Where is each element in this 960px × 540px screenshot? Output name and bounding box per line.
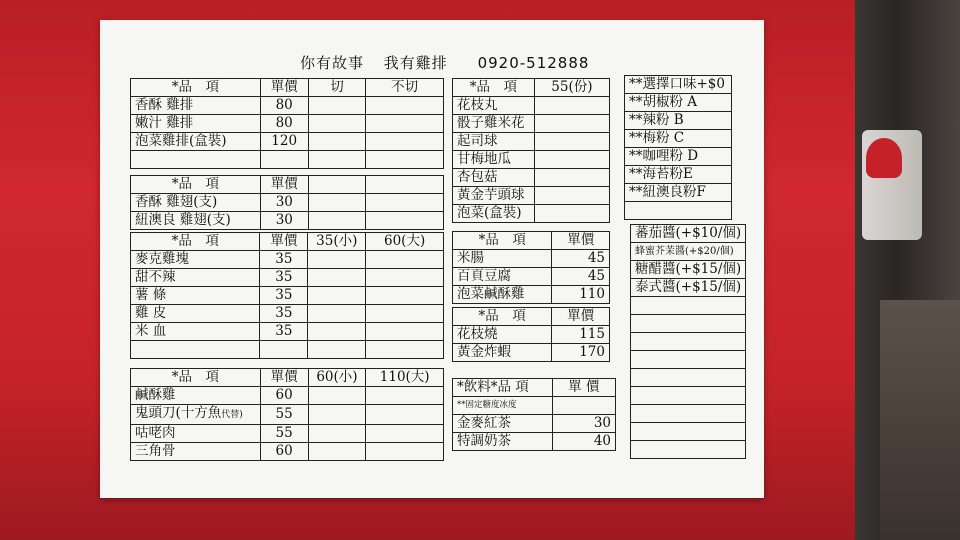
table-row: 甜不辣 35 xyxy=(131,269,444,287)
table-chicken-cutlet xyxy=(130,78,444,169)
table-seafood xyxy=(452,307,610,362)
table-drinks xyxy=(452,378,616,451)
table-row: 花枝丸 xyxy=(453,97,610,115)
table-row: 米腸 45 xyxy=(453,250,610,268)
table-row: 蜂蜜芥茉醬(+$20/個) xyxy=(631,243,746,261)
table-row: 鹹酥雞 60 xyxy=(131,387,444,405)
table-row: **紐澳良粉F xyxy=(625,184,732,202)
header-price: 單價 xyxy=(552,308,610,326)
table-fixed-price xyxy=(452,78,610,223)
table-row: **海苔粉E xyxy=(625,166,732,184)
phone-number: 0920-512888 xyxy=(477,54,590,72)
note-substitute: 代替) xyxy=(221,410,243,420)
header-item: *品 項 xyxy=(131,176,261,194)
header-item: *品 項 xyxy=(453,232,552,250)
header-uncut: 不切 xyxy=(366,79,444,97)
header-item: *品 項 xyxy=(453,79,535,97)
header-cut: 切 xyxy=(308,79,366,97)
header-small: 35(小) xyxy=(308,233,366,251)
menu-title xyxy=(300,52,603,73)
table-seasoning xyxy=(624,75,732,220)
table-sauces xyxy=(630,224,746,459)
table-row: 鬼頭刀(十方魚代替) 55 xyxy=(131,405,444,425)
slogan-1: 你有故事 xyxy=(300,54,365,72)
header-portion: 55(份) xyxy=(534,79,609,97)
header-price: 單價 xyxy=(260,79,308,97)
table-row: 紐澳良 雞翅(支) 30 xyxy=(131,212,444,230)
table-row: 特調奶茶 40 xyxy=(453,433,616,451)
header-seasoning: **選擇口味+$0 xyxy=(625,76,732,94)
table-row: 黃金芋頭球 xyxy=(453,187,610,205)
header-item: *品 項 xyxy=(131,369,261,387)
table-row: 泡菜(盒裝) xyxy=(453,205,610,223)
table-row: 雞 皮 35 xyxy=(131,305,444,323)
table-row: 米 血 35 xyxy=(131,323,444,341)
header-price: 單 價 xyxy=(552,379,615,397)
table-row: 薯 條 35 xyxy=(131,287,444,305)
header-item: *品 項 xyxy=(453,308,552,326)
table-row: 嫩汁 雞排 80 xyxy=(131,115,444,133)
table-row: 泰式醬(+$15/個) xyxy=(631,279,746,297)
table-row: **梅粉 C xyxy=(625,130,732,148)
table-snacks xyxy=(130,232,444,359)
drink-note: **固定糖度冰度 xyxy=(453,397,553,415)
header-price: 單價 xyxy=(260,233,308,251)
table-row: 咕咾肉 55 xyxy=(131,425,444,443)
table-row: 杏包菇 xyxy=(453,169,610,187)
table-row: 百頁豆腐 45 xyxy=(453,268,610,286)
table-row: 泡菜鹹酥雞 110 xyxy=(453,286,610,304)
header-price: 單價 xyxy=(260,176,308,194)
header-item: *品 項 xyxy=(131,233,260,251)
header-item: *品 項 xyxy=(131,79,261,97)
table-row: 蕃茄醬(+$10/個) xyxy=(631,225,746,243)
table-fried xyxy=(130,368,444,461)
table-row: 起司球 xyxy=(453,133,610,151)
table-row: 糖醋醬(+$15/個) xyxy=(631,261,746,279)
table-row: 三角骨 60 xyxy=(131,443,444,461)
table-row: **辣粉 B xyxy=(625,112,732,130)
header-large: 110(大) xyxy=(366,369,444,387)
menu-paper xyxy=(100,20,764,498)
header-small: 60(小) xyxy=(308,369,366,387)
table-row: 金麥紅茶 30 xyxy=(453,415,616,433)
table-row: 香酥 雞翅(支) 30 xyxy=(131,194,444,212)
table-row: 花枝燒 115 xyxy=(453,326,610,344)
table-wings xyxy=(130,175,444,230)
cup-lid xyxy=(866,138,902,178)
slogan-2: 我有雞排 xyxy=(383,54,448,72)
table-row: 麥克雞塊 35 xyxy=(131,251,444,269)
header-large: 60(大) xyxy=(366,233,444,251)
header-price: 單價 xyxy=(260,369,308,387)
table-row: 甘梅地瓜 xyxy=(453,151,610,169)
floor xyxy=(880,300,960,540)
table-row: 骰子雞米花 xyxy=(453,115,610,133)
table-row: 黃金炸蝦 170 xyxy=(453,344,610,362)
header-drink-item: *飲料*品 項 xyxy=(453,379,553,397)
table-row: **胡椒粉 A xyxy=(625,94,732,112)
table-row: 泡菜雞排(盒裝) 120 xyxy=(131,133,444,151)
table-sausage xyxy=(452,231,610,304)
table-row: **咖哩粉 D xyxy=(625,148,732,166)
table-row: 香酥 雞排 80 xyxy=(131,97,444,115)
header-price: 單價 xyxy=(552,232,610,250)
